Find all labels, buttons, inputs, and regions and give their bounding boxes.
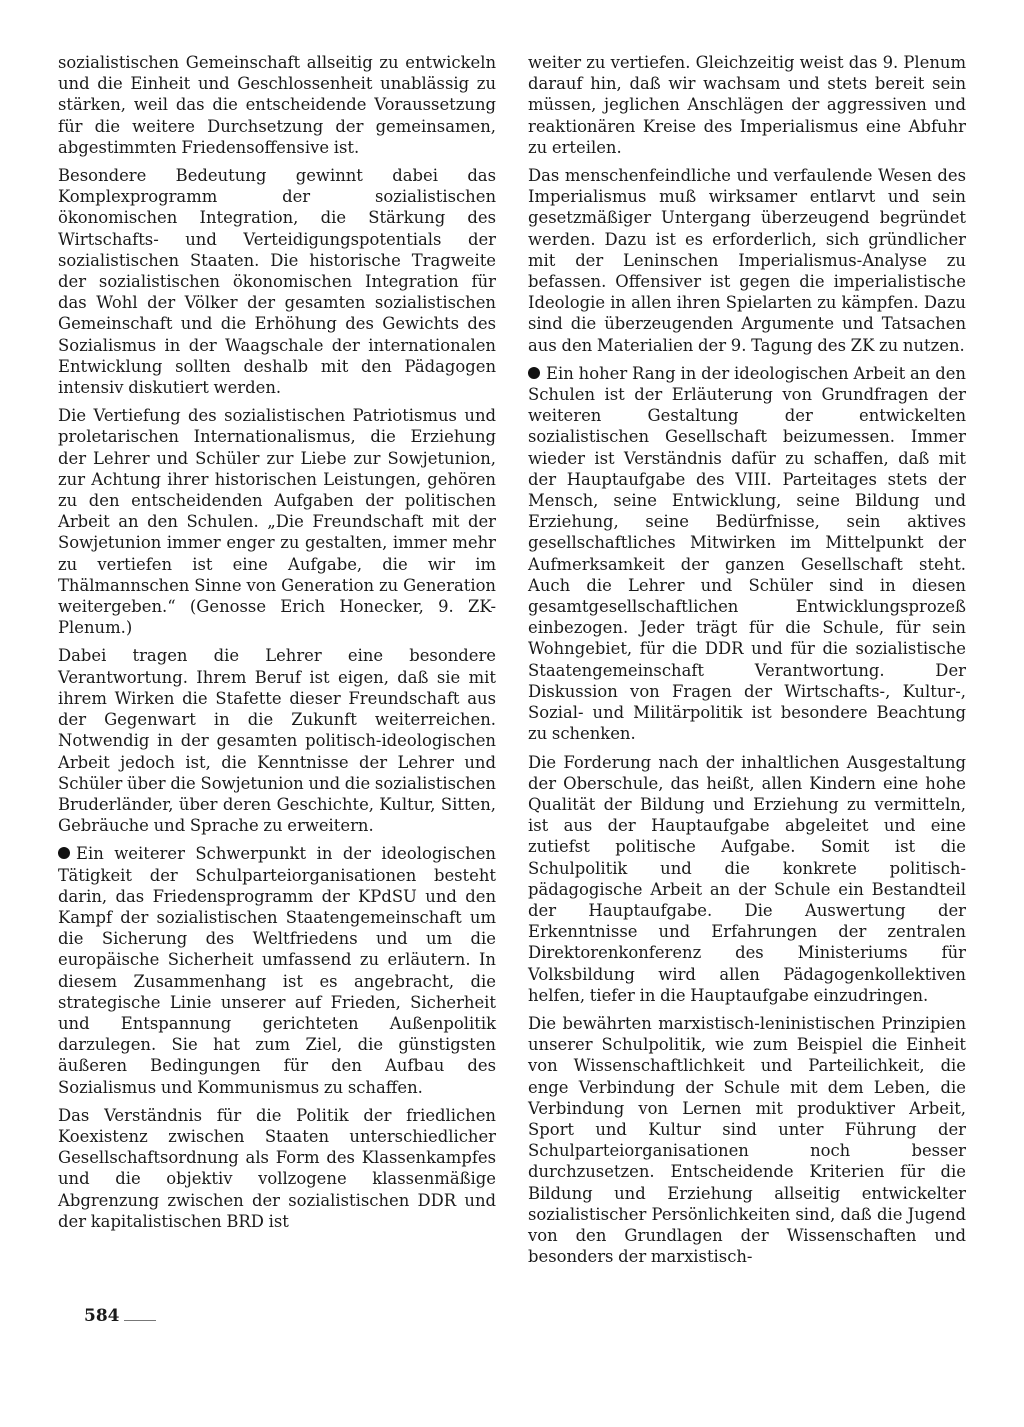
paragraph <box>528 363 966 745</box>
paragraph-text: weiter zu vertiefen. Gleichzeitig weist das 9. Plenum darauf hin, daß wir wachsam und stets bereit sein müssen, jeglichen Anschlägen der aggressiven und reaktionären Kreise des Imperialismus eine Abfuhr zu erteilen. <box>528 53 966 157</box>
paragraph-text: Das menschenfeindliche und verfaulende Wesen des Imperialismus muß wirksamer entlarvt und sein gesetzmäßiger Untergang überzeugend begründet werden. Dazu ist es erforderlich, sich gründlicher mit der Leninschen Imperialismus-Analyse zu befassen. Offensiver ist gegen die imperialistische Ideologie in allen ihren Spielarten zu kämpfen. Dazu sind die überzeugenden Argumente und Tatsachen aus den Materialien der 9. Tagung des ZK zu nutzen. <box>528 166 966 355</box>
paragraph-text: Die Forderung nach der inhaltlichen Ausgestaltung der Oberschule, das heißt, allen Kindern eine hohe Qualität der Bildung und Erziehung zu vermitteln, ist aus der Hauptaufgabe abgeleitet und eine zutiefst politische Aufgabe. Somit ist die Schulpolitik und die konkrete politisch-pädagogische Arbeit an der Schule ein Bestandteil der Hauptaufgabe. Die Auswertung der Erkenntnisse und Erfahrungen der zentralen Direktorenkonferenz des Ministeriums für Volksbildung wird allen Pädagogenkollektiven helfen, tiefer in die Hauptaufgabe einzudringen. <box>528 752 966 1005</box>
paragraph-text: Die Vertiefung des sozialistischen Patriotismus und proletarischen Internationalismus, die Erziehung der Lehrer und Schüler zur Liebe zur Sowjetunion, zur Achtung ihrer historischen Leistungen, gehören zu den entscheidenden Aufgaben der politischen Arbeit an den Schulen. „Die Freundschaft mit der Sowjetunion immer enger zu gestalten, immer mehr zu vertiefen ist eine Aufgabe, die wir im Thälmannschen Sinne von Generation zu Generation weitergeben.“ (Genosse Erich Honecker, 9. ZK-Plenum.) <box>58 406 496 638</box>
page-number-rule <box>124 1320 156 1321</box>
paragraph <box>528 1013 966 1267</box>
paragraph <box>528 165 966 356</box>
paragraph-text: Dabei tragen die Lehrer eine besondere Verantwortung. Ihrem Beruf ist eigen, daß sie mit ihrem Wirken die Stafette dieser Freundschaft aus der Gegenwart in die Zukunft weiterreichen. Notwendig in der gesamten politisch-ideologischen Arbeit jedoch ist, die Kenntnisse der Lehrer und Schüler über die Sowjetunion und die sozialistischen Bruderländer, über deren Geschichte, Kultur, Sitten, Gebräuche und Sprache zu erweitern. <box>58 646 496 836</box>
paragraph-text: Das Verständnis für die Politik der friedlichen Koexistenz zwischen Staaten unterschiedlicher Gesellschaftsordnung als Form des Klassenkampfes und die objektiv vollzogene klassenmäßige Abgrenzung zwischen der sozialistischen DDR und der kapitalistischen BRD ist <box>58 1105 496 1231</box>
paragraph-text: Die bewährten marxistisch-leninistischen Prinzipien unserer Schulpolitik, wie zum Beispiel die Einheit von Wissenschaftlichkeit und Parteilichkeit, die enge Verbindung der Schule mit dem Leben, die Verbindung von Lernen mit produktiver Arbeit, Sport und Kultur sind unter Führung der Schulparteiorganisationen noch besser durchzusetzen. Entscheidende Kriterien für die Bildung und Erziehung allseitig entwickelter sozialistischer Persönlichkeiten sind, daß die Jugend von den Grundlagen der Wissenschaften und besonders der marxistisch- <box>528 1013 966 1267</box>
paragraph <box>58 165 496 398</box>
paragraph-text: Ein hoher Rang in der ideologischen Arbeit an den Schulen ist der Erläuterung von Grundfragen der weiteren Gestaltung der entwickelten sozialistischen Gesellschaft beizumessen. Immer wieder ist Verständnis dafür zu schaffen, daß mit der Hauptaufgabe des VIII. Parteitages stets der Mensch, seine Entwicklung, seine Bildung und Erziehung, seine Bedürfnisse, sein aktives gesellschaftliches Mitwirken im Mittelpunkt der Aufmerksamkeit der ganzen Gesellschaft steht. Auch die Lehrer und Schüler sind in diesen gesamtgesellschaftlichen Entwicklungsprozeß einbezogen. Jeder trägt für die Schule, für sein Wohngebiet, für die DDR und für die sozialistische Staatengemeinschaft Verantwortung. Der Diskussion von Fragen der Wirtschafts-, Kultur-, Sozial- und Militärpolitik ist besondere Beachtung zu schenken. <box>528 363 966 744</box>
bullet-icon <box>528 367 540 379</box>
paragraph <box>58 843 496 1097</box>
paragraph-text: Besondere Bedeutung gewinnt dabei das Komplexprogramm der sozialistischen ökonomischen Integration, die Stärkung des Wirtschafts- und Verteidigungspotentials der sozialistischen Staaten. Die historische Tragweite der sozialistischen ökonomischen Integration für das Wohl der Völker der gesamten sozialistischen Gemeinschaft und die Erhöhung des Gewichts des Sozialismus in der Waagschale der internationalen Entwicklung sollten deshalb mit den Pädagogen intensiv diskutiert werden. <box>58 166 496 398</box>
paragraph <box>58 645 496 836</box>
paragraph <box>58 1105 496 1232</box>
paragraph <box>528 52 966 158</box>
page-number: 584 <box>84 1306 120 1326</box>
paragraph-text: sozialistischen Gemeinschaft allseitig zu entwickeln und die Einheit und Geschlossenheit unablässig zu stärken, weil das die entscheidende Voraussetzung für die weitere Durchsetzung der gemeinsamen, abgestimmten Friedensoffensive ist. <box>58 53 496 157</box>
paragraph-text: Ein weiterer Schwerpunkt in der ideologischen Tätigkeit der Schulparteiorganisationen besteht darin, das Friedensprogramm der KPdSU und den Kampf der sozialistischen Staatengemeinschaft um die Sicherung des Weltfriedens und um die europäische Sicherheit umfassend zu erläutern. In diesem Zusammenhang ist es angebracht, die strategische Linie unserer auf Frieden, Sicherheit und Entspannung gerichteten Außenpolitik darzulegen. Sie hat zum Ziel, die günstigsten äußeren Bedingungen für den Aufbau des Sozialismus und Kommunismus zu schaffen. <box>58 844 496 1097</box>
right-column <box>528 52 966 1274</box>
paragraph <box>58 405 496 638</box>
paragraph <box>528 752 966 1006</box>
text-columns <box>58 52 966 1274</box>
left-column <box>58 52 496 1239</box>
bullet-icon <box>58 847 70 859</box>
paragraph <box>58 52 496 158</box>
